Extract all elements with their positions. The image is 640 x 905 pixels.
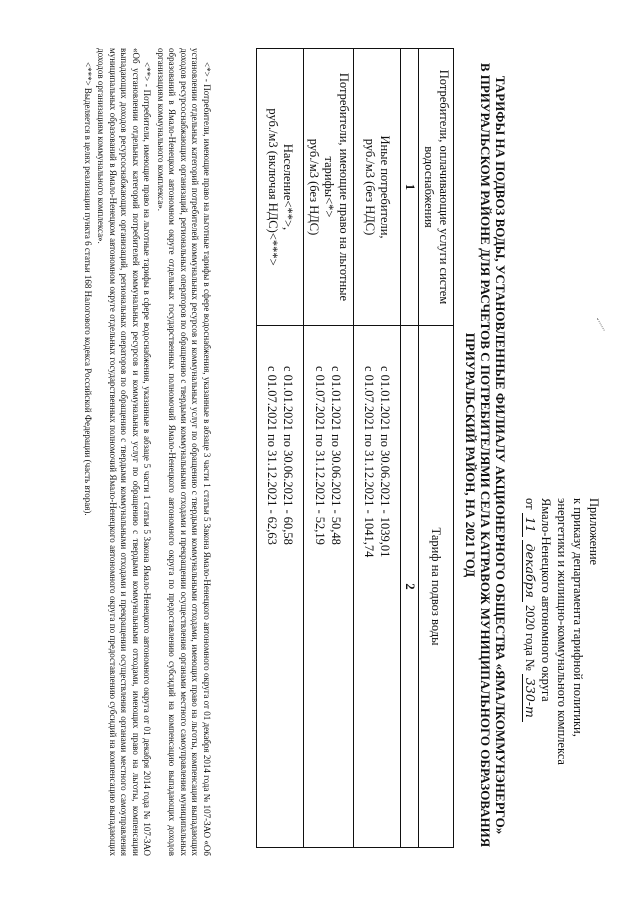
tariff-cell [354,326,401,848]
consumer-cell [354,49,401,326]
footnote: <***> Выделяется в целях реализации пункта 6 статьи 168 Налогового кодекса Российской Федерации (часть вторая). [83,62,93,516]
consumer-text: Население<**>, [281,143,295,231]
consumer-text: Потребители, имеющие право на льготные тарифы<*> [322,72,351,302]
document-page [20,20,620,880]
appendix-line: Ямало-Ненецкого автономного округа [539,498,553,702]
date-year: 2020 года № [523,605,537,671]
footnote: <**> - Потребители, имеющие право на льготные тарифы в сфере водоснабжения, указанные в абзаце 5 части 1 статьи 5 Закона Ямало-Ненецкого автономного округа от 01 декабря 2014 года № 107-ЗАО «Об установлении отдельных категорий потребителей коммунальных ресурсов и коммунальных услуг по обращению с твердыми коммунальными отходами, имеющих право на льготы, компенсации выпадающих доходов ресурсоснабжающих организаций, региональных операторов по обращению с твердыми коммунальными отходами и прекращении осуществления органами местного самоуправления муниципальных образований в Ямало-Ненецком автономном округе отдельных государственных полномочий Ямало-Ненецкого автономного округа по предоставлению субсидий на компенсацию выпадающих доходов организациям коммунального комплекса». [96,48,153,856]
document-title [463,40,508,870]
table-header-row [419,49,454,848]
tariff-period: с 01.01.2021 по 30.06.2021 - 60,58 [281,366,295,545]
column-number-row [401,49,419,848]
header-tariff: Тариф на подвоз воды [419,326,454,848]
footnote: <*> - Потребители, имеющие право на льготные тарифы в сфере водоснабжения, указанные в абзаце 3 части 1 статьи 5 Закона Ямало-Ненецкого автономного округа от 01 декабря 2014 года № 107-ЗАО «Об установлении отдельных категорий потребителей коммунальных ресурсов и коммунальных услуг по обращению с твердыми коммунальными отходами, имеющих право на льготы, компенсации выпадающих доходов ресурсоснабжающих организаций, региональных операторов по обращению с твердыми коммунальными отходами и прекращении осуществления органами местного самоуправления муниципальных образований в Ямало-Ненецком автономном округе отдельных государственных полномочий Ямало-Ненецкого автономного округа по предоставлению субсидий на компенсацию выпадающих доходов организациям коммунального комплекса». [156,48,212,856]
header-consumers: Потребители, оплачивающие услуги систем водоснабжения [419,49,454,326]
table-row [354,49,401,848]
consumer-unit: руб./м3 (включая НДС)<***> [266,108,280,266]
footnotes [80,48,213,856]
date-prefix: от [523,498,537,510]
appendix-line: к приказу департамента тарифной политики, [571,498,585,737]
handwritten-day: 11 [522,513,538,537]
tariff-period: с 01.01.2021 по 30.06.2021 - 1039,01 [378,366,392,558]
consumer-text: Иные потребители, [378,135,392,239]
consumer-unit: руб./м3 (без НДС) [363,138,377,236]
title-line: ТАРИФЫ НА ПОДВОЗ ВОДЫ, УСТАНОВЛЕННЫЕ ФИЛИАЛУ АКЦИОНЕРНОГО ОБЩЕСТВА «ЯМАЛКОММУНЭНЕРГО» [493,75,508,835]
scan-mark [588,318,605,336]
tariff-period: с 01.07.2021 по 31.12.2021 - 62,63 [265,366,279,545]
appendix-block [522,498,602,828]
consumer-cell [257,49,304,326]
column-number: 2 [401,326,419,848]
table-row [304,49,354,848]
handwritten-number: 330-т [522,674,538,722]
title-line: В ПРИУРАЛЬСКОМ РАЙОНЕ ДЛЯ РАСЧЕТОВ С ПОТРЕБИТЕЛЯМИ СЕЛА КАТРАВОЖ МУНИЦИПАЛЬНОГО ОБРАЗОВАНИЯ [478,62,493,848]
tariff-cell [257,326,304,848]
tariff-period: с 01.07.2021 по 31.12.2021 - 52,19 [313,366,328,545]
title-line: ПРИУРАЛЬСКИЙ РАЙОН, НА 2021 ГОД [463,332,478,578]
consumer-unit: руб./м3 (без НДС) [307,138,321,236]
tariff-period: с 01.01.2021 по 30.06.2021 - 50,48 [329,366,344,545]
handwritten-month: декабря [522,540,538,602]
consumer-cell [304,49,354,326]
appendix-line: Приложение [587,498,601,566]
tariff-table [256,48,454,848]
table-row [257,49,304,848]
tariff-cell [304,326,354,848]
column-number: 1 [401,49,419,326]
appendix-date-line [522,498,538,828]
tariff-period: с 01.07.2021 по 31.12.2021 - 1041,74 [362,366,376,558]
appendix-line: энергетики и жилищно-коммунального комплекса [555,498,569,765]
